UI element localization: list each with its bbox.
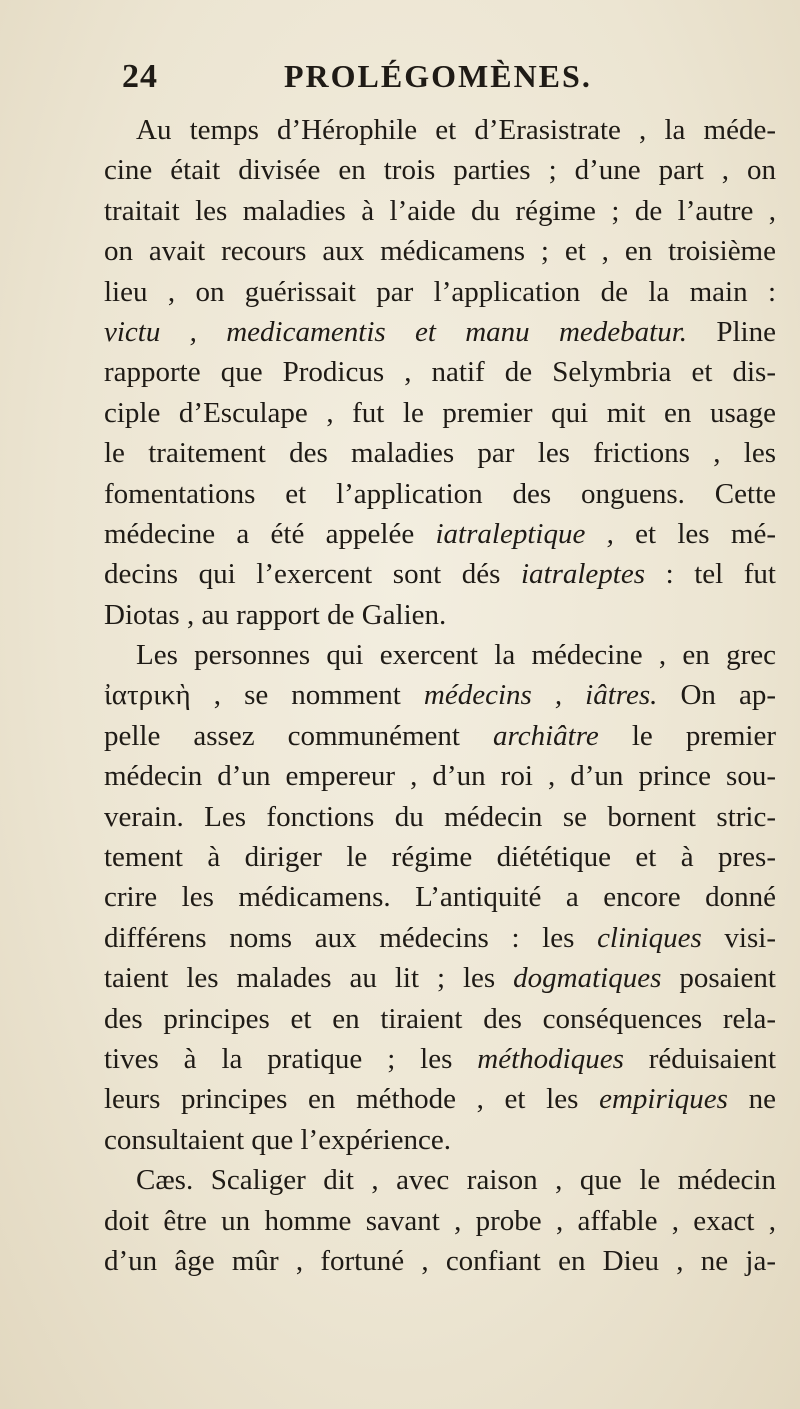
text-line — [104, 877, 776, 917]
text-line — [104, 1120, 776, 1160]
text-run: consultaient que l’expérience. — [104, 1123, 452, 1156]
text-line — [104, 231, 776, 271]
italic-text: victu , medicamentis et manu medebatur. — [104, 315, 688, 348]
text-line — [104, 393, 776, 433]
italic-text: cliniques — [597, 921, 702, 954]
text-run: ἰατρικὴ , se nomment — [104, 679, 424, 712]
text-line — [104, 191, 776, 231]
paragraph — [104, 1160, 776, 1281]
text-run: traitait les maladies à l’aide du régime ; de l’autre , — [104, 194, 776, 227]
italic-text: iatraleptique , — [435, 517, 614, 550]
text-line — [104, 514, 776, 554]
text-run: : tel fut — [645, 558, 776, 591]
text-line — [104, 1079, 776, 1119]
italic-text: archiâtre — [493, 719, 599, 752]
text-line — [104, 999, 776, 1039]
text-line — [104, 918, 776, 958]
text-run: le premier — [598, 719, 776, 752]
text-line — [104, 1201, 776, 1241]
text-run: visi- — [701, 921, 776, 954]
text-run: tives à la pratique ; les — [104, 1042, 478, 1075]
text-run: taient les malades au lit ; les — [104, 962, 514, 995]
text-run: lieu , on guérissait par l’application de la main : — [104, 275, 776, 308]
page-number: 24 — [122, 58, 158, 95]
text-line — [104, 635, 776, 675]
text-line — [104, 1160, 776, 1200]
text-run: Pline — [687, 315, 776, 348]
text-run: cine était divisée en trois parties ; d’une part , on — [104, 154, 776, 187]
text-line — [104, 837, 776, 877]
text-line — [104, 675, 776, 715]
text-run: le traitement des maladies par les frictions , les — [104, 437, 776, 470]
text-line — [104, 272, 776, 312]
text-run: d’un âge mûr , fortuné , confiant en Dieu , ne ja- — [104, 1244, 776, 1277]
text-run: on avait recours aux médicamens ; et , en troisième — [104, 235, 776, 268]
text-run: On ap- — [657, 679, 776, 712]
text-run: posaient — [661, 962, 776, 995]
text-run: tement à diriger le régime diététique et à pres- — [104, 841, 776, 874]
italic-text: médecins , iâtres. — [423, 679, 658, 712]
italic-text: empiriques — [599, 1083, 728, 1116]
body-text — [104, 110, 776, 1281]
text-line — [104, 312, 776, 352]
text-line — [104, 1241, 776, 1281]
text-line — [104, 756, 776, 796]
text-run: Diotas , au rapport de Galien. — [104, 598, 447, 631]
text-run: médecin d’un empereur , d’un roi , d’un prince sou- — [104, 760, 776, 793]
text-run: médecine a été appelée — [104, 517, 436, 550]
text-line — [104, 716, 776, 756]
running-title: PROLÉGOMÈNES. — [284, 58, 592, 94]
text-run: rapporte que Prodicus , natif de Selymbria et dis- — [104, 356, 776, 389]
text-line — [104, 554, 776, 594]
italic-text: méthodiques — [477, 1042, 624, 1075]
text-run: Cæs. Scaliger dit , avec raison , que le médecin — [136, 1164, 776, 1197]
running-head — [0, 58, 800, 108]
text-run: différens noms aux médecins : les — [104, 921, 598, 954]
text-run: ciple d’Esculape , fut le premier qui mit en usage — [104, 396, 776, 429]
text-line — [104, 150, 776, 190]
text-run: Les personnes qui exercent la médecine , en grec — [136, 639, 776, 672]
text-run: decins qui l’exercent sont dés — [104, 558, 521, 591]
text-line — [104, 958, 776, 998]
text-run: verain. Les fonctions du médecin se bornent stric- — [104, 800, 776, 833]
italic-text: dogmatiques — [513, 962, 662, 995]
text-run: ne — [727, 1083, 776, 1116]
text-line — [104, 595, 776, 635]
text-line — [104, 474, 776, 514]
text-run: réduisaient — [623, 1042, 776, 1075]
italic-text: iatraleptes — [520, 558, 645, 591]
text-line — [104, 1039, 776, 1079]
text-run: Au temps d’Hérophile et d’Erasistrate , la méde- — [136, 114, 776, 146]
text-run: leurs principes en méthode , et les — [104, 1083, 600, 1116]
text-run: pelle assez communément — [104, 719, 494, 752]
text-line — [104, 352, 776, 392]
paragraph — [104, 110, 776, 635]
text-run: fomentations et l’application des onguens. Cette — [104, 477, 776, 510]
text-run: des principes et en tiraient des conséquences rela- — [104, 1002, 776, 1035]
text-line — [104, 797, 776, 837]
text-line — [104, 110, 776, 150]
text-line — [104, 433, 776, 473]
text-run: doit être un homme savant , probe , affable , exact , — [104, 1204, 776, 1237]
text-run: crire les médicamens. L’antiquité a encore donné — [104, 881, 776, 914]
text-run: et les mé- — [613, 517, 776, 550]
paragraph — [104, 635, 776, 1160]
